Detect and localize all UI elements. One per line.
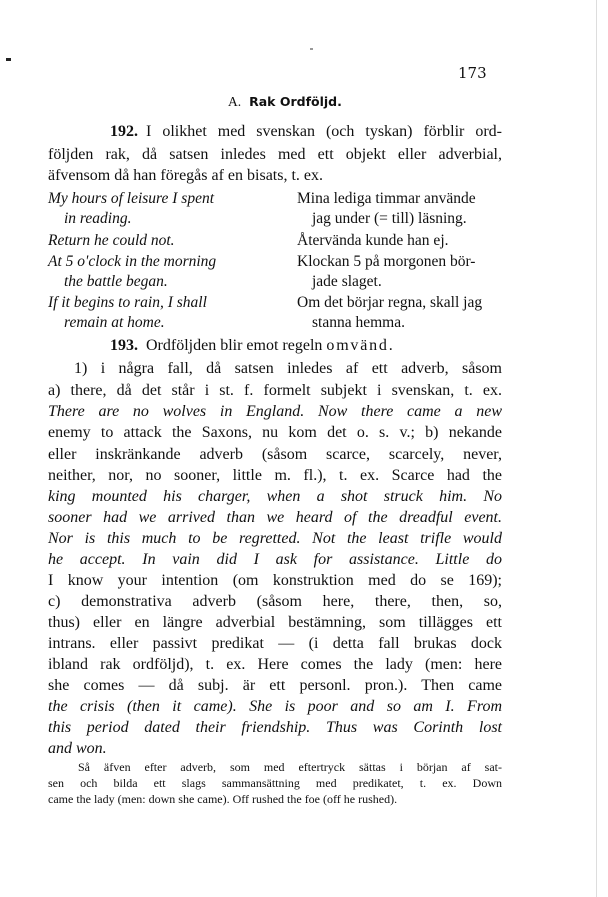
example-en-3: At 5 o'clock in the morning bbox=[48, 253, 217, 270]
example-en-4: If it begins to rain, I shall bbox=[48, 294, 207, 311]
para192-line-3: äfvensom då han föregås af en bisats, t. ex. bbox=[48, 167, 324, 184]
example-en-2: Return he could not. bbox=[48, 232, 175, 249]
example-en-4b: remain at home. bbox=[64, 314, 165, 331]
example-en-1: My hours of leisure I spent bbox=[48, 190, 215, 207]
note-line-3: came the lady (men: down she came). Off rushed the foe (off he rushed). bbox=[48, 792, 398, 806]
para193-line-15: ibland rak ordföljd), t. ex. Here comes the lady (men: here bbox=[48, 656, 502, 673]
margin-mark bbox=[6, 58, 11, 61]
section-label: A. bbox=[228, 94, 242, 109]
para193-line-3: There are no wolves in England. Now there came a new bbox=[48, 403, 502, 420]
para193-line-18: this period dated their friendship. Thus was Corinth lost bbox=[48, 719, 502, 736]
page-number: 173 bbox=[458, 64, 487, 82]
page-edge bbox=[596, 0, 597, 897]
example-sv-3: Klockan 5 på morgonen bör- bbox=[297, 253, 476, 270]
para192-number: 192. bbox=[110, 123, 138, 140]
section-title: Rak Ordföljd. bbox=[249, 94, 342, 109]
para193-line-12: c) demonstrativa adverb (såsom here, there, then, so, bbox=[48, 593, 502, 610]
example-sv-2: Återvända kunde han ej. bbox=[297, 232, 449, 249]
para193-line-9: Nor is this much to be regretted. Not the least trifle would bbox=[48, 530, 502, 547]
para193-line-19: and won. bbox=[48, 740, 107, 757]
para192-line-2: följden rak, då satsen inledes med ett objekt eller adverbial, bbox=[48, 146, 502, 163]
example-sv-3b: jade slaget. bbox=[312, 273, 382, 290]
para193-line-5: eller inskränkande adverb (såsom scarce, scarcely, never, bbox=[48, 446, 502, 463]
example-en-3b: the battle began. bbox=[64, 273, 168, 290]
para193-line-8: sooner had we arrived than we heard of the dreadful event. bbox=[48, 509, 502, 526]
note-line-2: sen och bilda ett slags sammansättning med predikatet, t. ex. Down bbox=[48, 776, 502, 790]
ink-speck bbox=[310, 48, 313, 50]
example-sv-4: Om det börjar regna, skall jag bbox=[297, 294, 483, 311]
para193-line-2: a) there, då det står i st. f. formelt subjekt i svenskan, t. ex. bbox=[48, 382, 502, 399]
para193-line-16: she comes — då subj. är ett personl. pron.). Then came bbox=[48, 677, 502, 694]
para193-line-11: I know your intention (om konstruktion med do se 169); bbox=[48, 572, 502, 589]
example-sv-1b: jag under (= till) läsning. bbox=[312, 210, 467, 227]
para193-line-13: thus) eller en längre adverbial bestämning, som tillägges ett bbox=[48, 614, 502, 631]
para193-number: 193. bbox=[110, 337, 138, 354]
para193-line-14: intrans. eller passivt predikat — (i detta fall brukas dock bbox=[48, 635, 502, 652]
para193-line-6: neither, nor, no sooner, little m. fl.), t. ex. Scarce had the bbox=[48, 467, 502, 484]
para193-line-7: king mounted his charger, when a shot struck him. No bbox=[48, 488, 502, 505]
para193-line-1: 1) i några fall, då satsen inledes af ett adverb, såsom bbox=[74, 360, 502, 377]
para193-intro: 193. Ordföljden blir emot regeln omvänd. bbox=[110, 337, 395, 354]
example-en-1b: in reading. bbox=[64, 210, 132, 227]
section-heading bbox=[228, 94, 342, 110]
example-sv-1: Mina lediga timmar använde bbox=[297, 190, 476, 207]
example-sv-4b: stanna hemma. bbox=[312, 314, 405, 331]
para192-line-1: 192. I olikhet med svenskan (och tyskan) förblir ord- bbox=[110, 123, 502, 140]
para193-line-17: the crisis (then it came). She is poor and so am I. From bbox=[48, 698, 502, 715]
para193-line-10: he accept. In vain did I ask for assistance. Little do bbox=[48, 551, 502, 568]
note-line-1: Så äfven efter adverb, som med eftertryck sättas i början af sat- bbox=[78, 760, 502, 774]
para193-line-4: enemy to attack the Saxons, nu kom det o. s. v.; b) nekande bbox=[48, 424, 502, 441]
